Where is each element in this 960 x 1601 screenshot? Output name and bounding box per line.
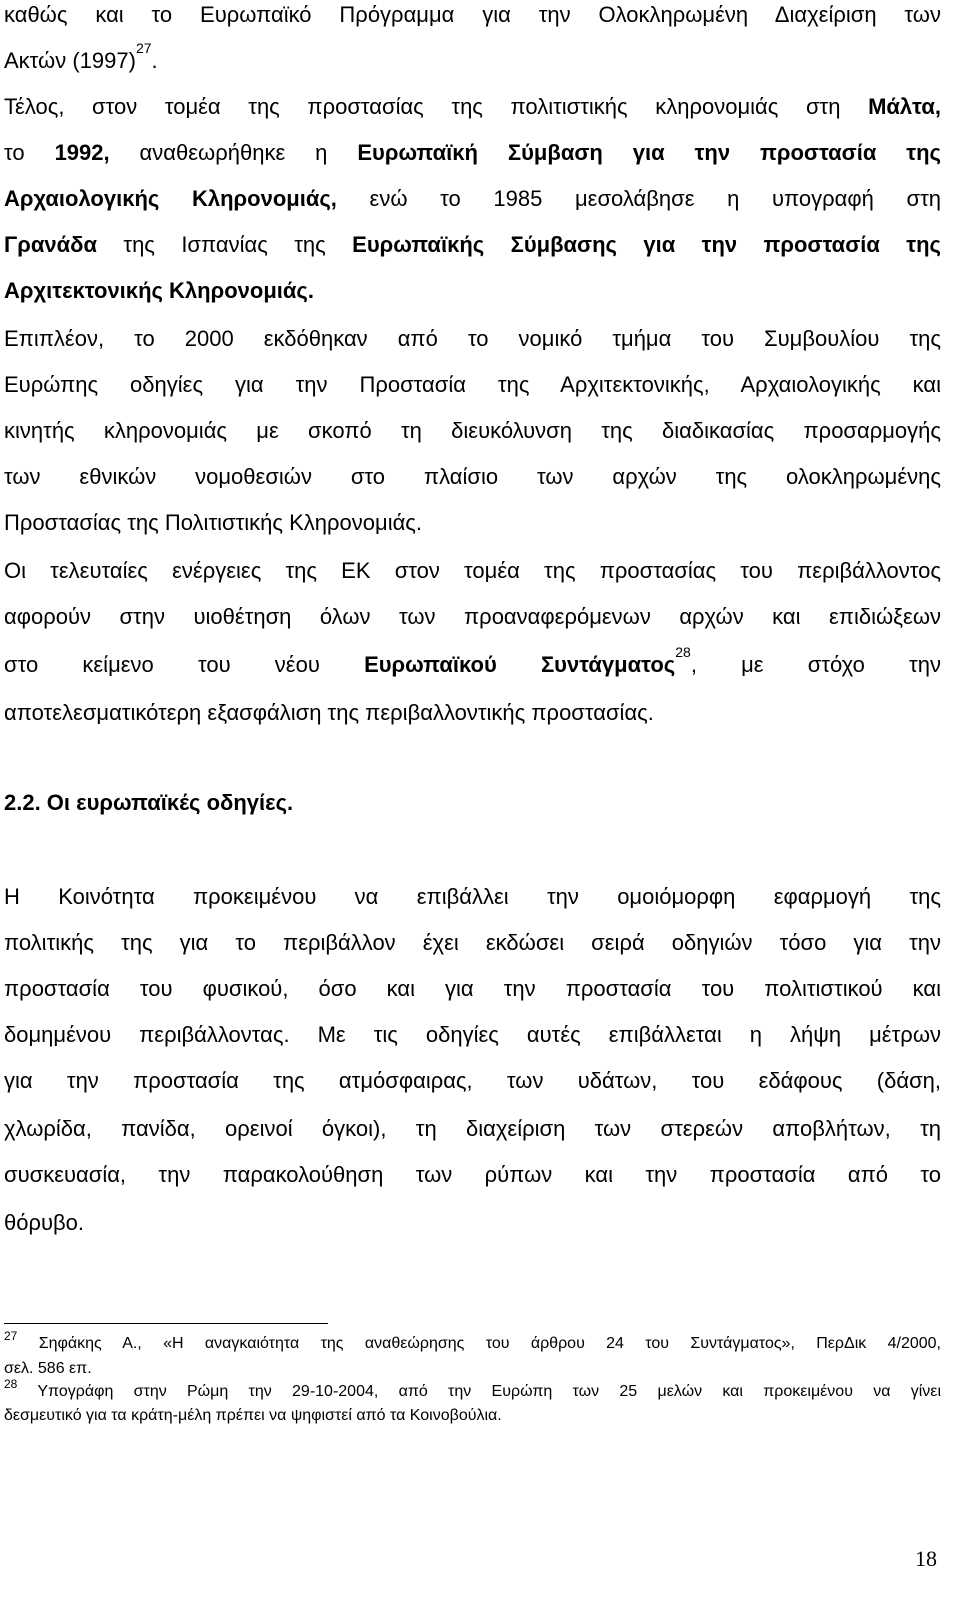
body-line: Αρχιτεκτονικής Κληρονομιάς. <box>4 278 314 303</box>
body-line: δομημένου περιβάλλοντας. Με τις οδηγίες αυτές επιβάλλεται η λήψη μέτρων <box>4 1022 941 1047</box>
footnote-ref-28[interactable]: 28 <box>675 644 691 660</box>
body-line: Ευρώπης οδηγίες για την Προστασία της Αρχιτεκτονικής, Αρχαιολογικής και <box>4 372 941 397</box>
footnote-27-cont: σελ. 586 επ. <box>4 1360 92 1377</box>
page-number: 18 <box>915 1546 937 1571</box>
body-line: Η Κοινότητα προκειμένου να επιβάλλει την ομοιόμορφη εφαρμογή της <box>4 884 941 909</box>
body-line: Επιπλέον, το 2000 εκδόθηκαν από το νομικό τμήμα του Συμβουλίου της <box>4 326 941 351</box>
body-line: αφορούν στην υιοθέτηση όλων των προαναφερόμενων αρχών και επιδιώξεων <box>4 604 941 629</box>
body-line: προστασία του φυσικού, όσο και για την προστασία του πολιτιστικού και <box>4 976 941 1001</box>
body-line: κινητής κληρονομιάς με σκοπό τη διευκόλυνση της διαδικασίας προσαρμογής <box>4 418 941 443</box>
body-line: πολιτικής της για το περιβάλλον έχει εκδώσει σειρά οδηγιών τόσο για την <box>4 930 941 955</box>
footnote-27: $^{27}$ Σηφάκης Α., «Η αναγκαιότητα της αναθεώρησης του άρθρου 24 του Συντάγματος», ΠερΔικ 4/2000, <box>4 1329 941 1352</box>
body-line: Τέλος, στον τομέα της προστασίας της πολιτιστικής κληρονομιάς στη Μάλτα, <box>4 94 941 119</box>
body-line: το 1992, αναθεωρήθηκε η Ευρωπαϊκή Σύμβαση για την προστασία της <box>4 140 941 165</box>
body-line: στο κείμενο του νέου Ευρωπαϊκού Συντάγματος$^{28}$, με στόχο την <box>4 644 941 677</box>
body-line: για την προστασία της ατμόσφαιρας, των υδάτων, του εδάφους (δάση, <box>4 1068 941 1093</box>
body-line: συσκευασία, την παρακολούθηση των ρύπων και την προστασία από το <box>4 1162 941 1187</box>
body-line: θόρυβο. <box>4 1210 85 1235</box>
footnote-separator <box>4 1323 328 1324</box>
footnote-ref-27[interactable]: 27 <box>135 40 152 56</box>
body-line: Αρχαιολογικής Κληρονομιάς, ενώ το 1985 μεσολάβησε η υπογραφή στη <box>4 186 941 211</box>
body-line: χλωρίδα, πανίδα, ορεινοί όγκοι), τη διαχείριση των στερεών αποβλήτων, τη <box>4 1116 941 1141</box>
footnote-28-cont: δεσμευτικό για τα κράτη-μέλη πρέπει να ψηφιστεί από τα Κοινοβούλια. <box>4 1407 502 1424</box>
body-line: Οι τελευταίες ενέργειες της ΕΚ στον τομέα της προστασίας του περιβάλλοντος <box>4 558 941 583</box>
body-line: Προστασίας της Πολιτιστικής Κληρονομιάς. <box>4 510 423 535</box>
section-heading: 2.2. Οι ευρωπαϊκές οδηγίες. <box>4 790 294 815</box>
body-line: Γρανάδα της Ισπανίας της Ευρωπαϊκής Σύμβασης για την προστασία της <box>4 232 941 257</box>
body-line: καθώς και το Ευρωπαϊκό Πρόγραμμα για την Ολοκληρωμένη Διαχείριση των <box>4 2 941 27</box>
body-line: των εθνικών νομοθεσιών στο πλαίσιο των αρχών της ολοκληρωμένης <box>4 464 941 489</box>
body-line: αποτελεσματικότερη εξασφάλιση της περιβαλλοντικής προστασίας. <box>4 700 654 725</box>
footnote-28: $^{28}$ Υπογράφη στην Ρώμη την 29-10-2004, από την Ευρώπη των 25 μελών και προκειμένου να γίνει <box>4 1377 941 1400</box>
body-line: Ακτών $(1997)^{27}$. <box>4 40 158 73</box>
